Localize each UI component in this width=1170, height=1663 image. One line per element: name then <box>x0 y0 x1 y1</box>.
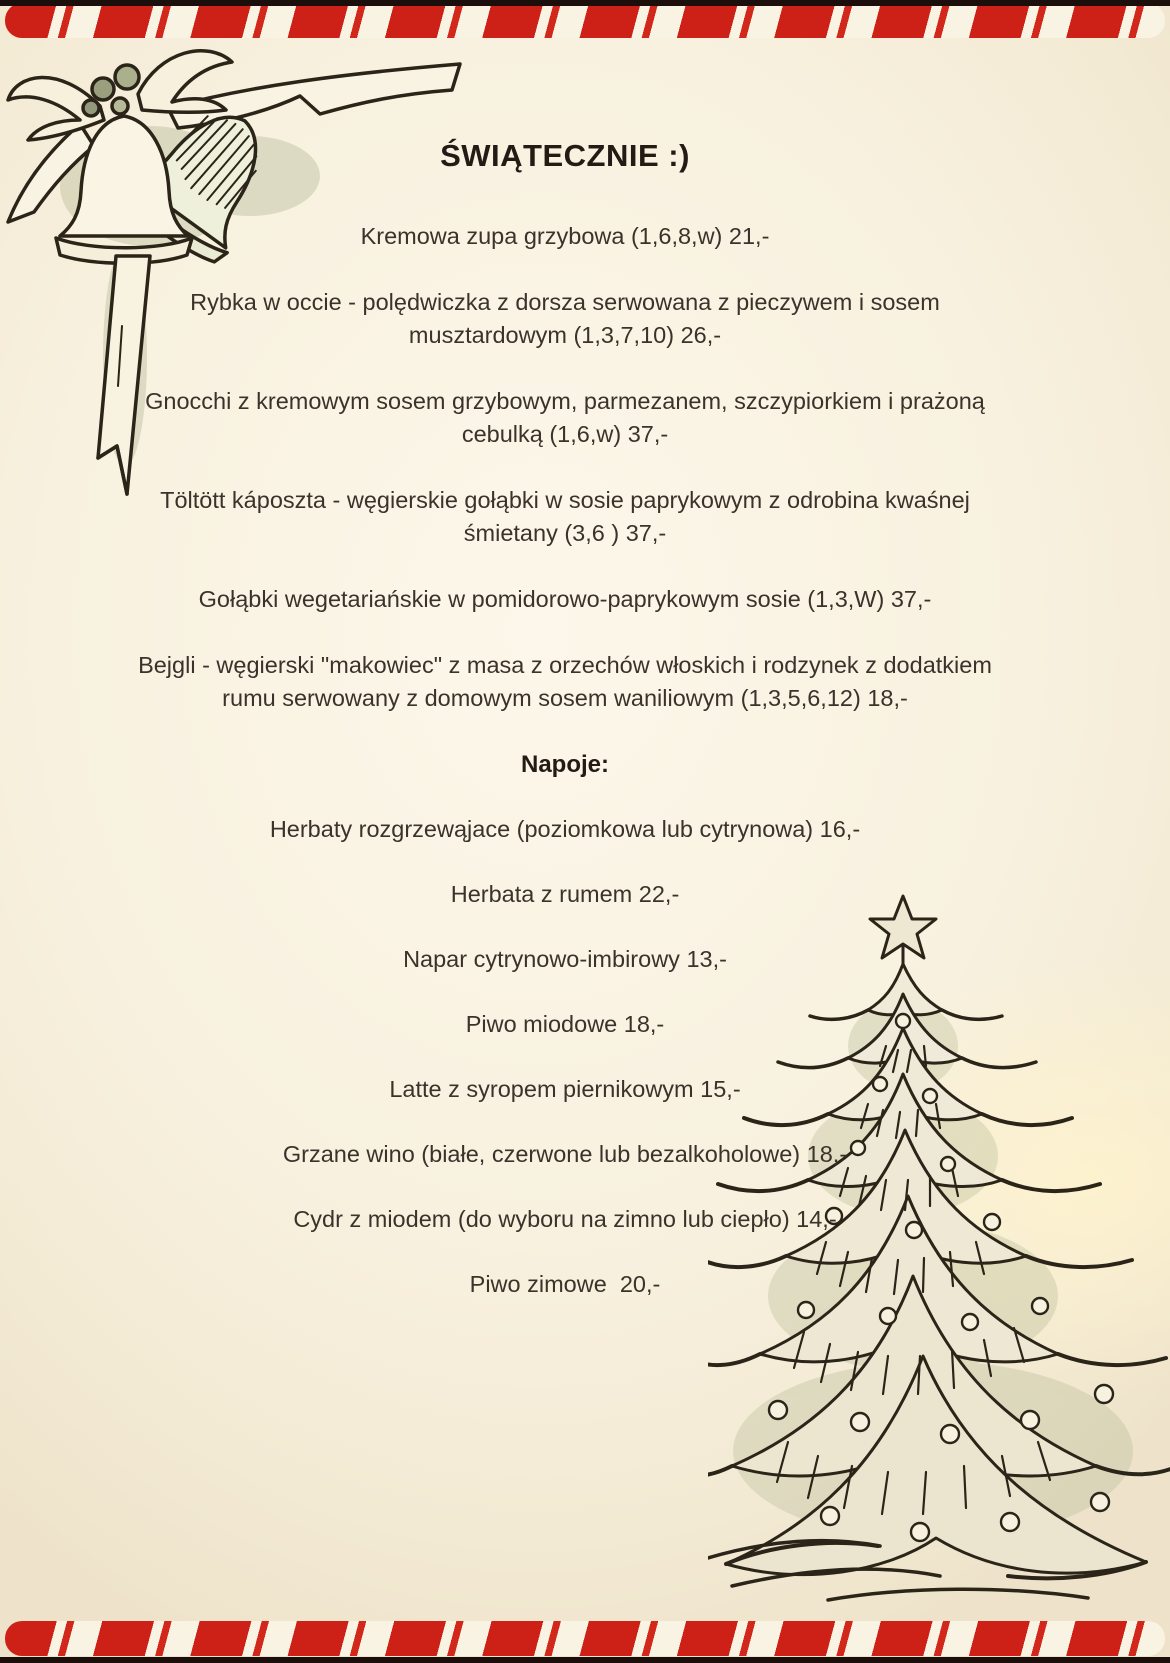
drink-item-piwo-miodowe: Piwo miodowe 18,- <box>465 1011 665 1037</box>
menu-item-bejgli: Bejgli - węgierski "makowiec" z masa z orzechów włoskich i rodzynek z dodatkiem rumu serwowany z domowym sosem waniliowym (1,3,5,6,12) 18,- <box>138 652 999 711</box>
bottom-edge-line <box>0 1657 1170 1663</box>
drink-item-cydr: Cydr z miodem (do wyboru na zimno lub ciepło) 14,- <box>293 1206 837 1232</box>
page-title: ŚWIĄTECZNIE :) <box>440 138 690 173</box>
menu-item-soup: Kremowa zupa grzybowa (1,6,8,w) 21,- <box>360 223 770 249</box>
drinks-heading: Napoje: <box>520 751 609 778</box>
menu-item-gnocchi: Gnocchi z kremowym sosem grzybowym, parmezanem, szczypiorkiem i prażoną cebulką (1,6,w) 37,- <box>145 388 992 447</box>
drink-item-grzane-wino: Grzane wino (białe, czerwone lub bezalkoholowe) 18,- <box>282 1141 848 1167</box>
candy-cane-border-top <box>5 3 1165 38</box>
drink-item-piwo-zimowe: Piwo zimowe 20,- <box>469 1271 661 1297</box>
drink-item-napar: Napar cytrynowo-imbirowy 13,- <box>403 946 727 972</box>
menu-content <box>65 138 1065 1333</box>
drink-item-latte: Latte z syropem piernikowym 15,- <box>389 1076 741 1102</box>
top-edge-line <box>0 0 1170 6</box>
menu-item-fish: Rybka w occie - polędwiczka z dorsza serwowana z pieczywem i sosem musztardowym (1,3,7,10) 26,- <box>190 289 947 348</box>
menu-item-golabki-wege: Gołąbki wegetariańskie w pomidorowo-paprykowym sosie (1,3,W) 37,- <box>198 586 932 612</box>
candy-cane-border-bottom <box>5 1621 1165 1656</box>
drink-item-herbata-rum: Herbata z rumem 22,- <box>450 881 680 907</box>
menu-item-toltott-kaposzta: Töltött káposzta - węgierskie gołąbki w sosie paprykowym z odrobina kwaśnej śmietany (3,6 ) 37,- <box>160 487 977 546</box>
drink-item-herbaty: Herbaty rozgrzewąjace (poziomkowa lub cytrynowa) 16,- <box>269 816 861 842</box>
